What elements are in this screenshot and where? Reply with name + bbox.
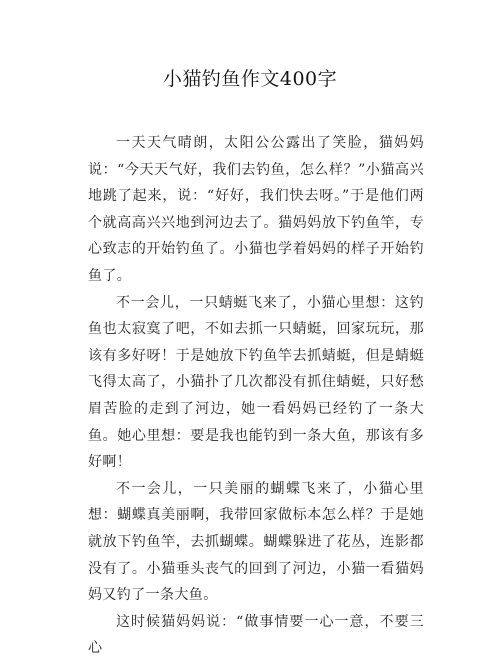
paragraph-2: 不一会儿，一只蜻蜓飞来了，小猫心里想：这钓鱼也太寂寞了吧，不如去抓一只蜻蜓，回家玩玩，那该有多好呀！于是她放下钓鱼竿去抓蜻蜓，但是蜻蜓飞得太高了，小猫扑了几次都没有抓住蜻蜓，只好愁眉苦脸的走到了河边，她一看妈妈已经钓了一条大鱼。她心里想：要是我也能钓到一条大鱼，那该有多好啊！ bbox=[88, 294, 424, 471]
page-title: 小猫钓鱼作文400字 bbox=[162, 68, 338, 90]
essay-body bbox=[88, 130, 424, 662]
paragraph-4: 这时候猫妈妈说：“做事情要一心一意，不要三心 bbox=[88, 613, 424, 657]
paragraph-3: 不一会儿，一只美丽的蝴蝶飞来了，小猫心里想：蝴蝶真美丽啊，我带回家做标本怎么样？于是她就放下钓鱼竿，去抓蝴蝶。蝴蝶躲进了花丛，连影都没有了。小猫垂头丧气的回到了河边，小猫一看猫妈妈又钓了一条大鱼。 bbox=[88, 480, 424, 604]
paragraph-1: 一天天气晴朗，太阳公公露出了笑脸，猫妈妈说：“今天天气好，我们去钓鱼，怎么样？”小猫高兴地跳了起来，说：“好好，我们快去呀。”于是他们两个就高高兴兴地到河边去了。猫妈妈放下钓鱼竿，专心致志的开始钓鱼了。小猫也学着妈妈的样子开始钓鱼了。 bbox=[88, 135, 424, 284]
